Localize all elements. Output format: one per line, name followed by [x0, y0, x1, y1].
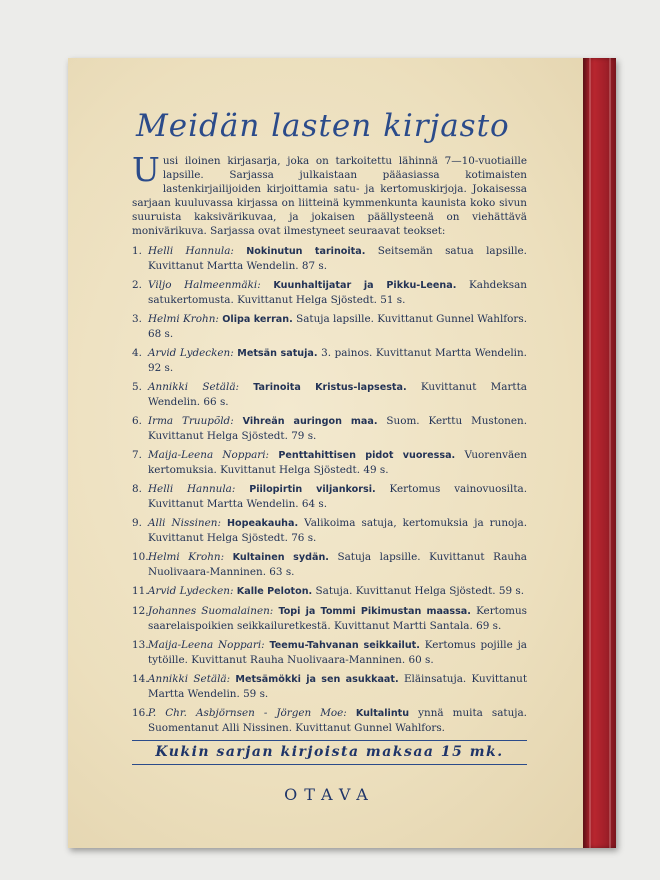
item-description: ynnä muita satuja. Suomentanut Alli Nissinen. Kuvittanut Gunnel Wahlfors. — [148, 707, 527, 734]
item-number: 12. — [132, 605, 149, 617]
item-description: 3. painos. Kuvittanut Martta Wendelin. 92 s. — [148, 347, 527, 374]
divider-bottom — [132, 764, 527, 765]
book-list — [132, 244, 527, 735]
item-title: Hopeakauha. — [227, 518, 299, 529]
item-description: Vuorenväen kertomuksia. Kuvittanut Helga Sjöstedt. 49 s. — [148, 449, 527, 476]
item-title: Metsän satuja. — [237, 348, 318, 359]
intro-paragraph — [132, 150, 527, 238]
item-title: Kultainen sydän. — [232, 552, 329, 563]
item-description: Kertomus saarelaispoikien seikkailuretkestä. Kuvittanut Martti Santala. 69 s. — [148, 605, 527, 632]
item-author: Helmi Krohn: — [148, 313, 219, 325]
item-description: Satuja lapsille. Kuvittanut Gunnel Wahlfors. 68 s. — [148, 313, 527, 340]
item-author: Arvid Lydecken: — [148, 347, 234, 359]
item-author: Maija-Leena Noppari: — [148, 449, 270, 461]
item-number: 7. — [132, 449, 142, 461]
item-author: Annikki Setälä: — [148, 673, 231, 685]
item-number: 3. — [132, 313, 142, 325]
list-item — [132, 448, 527, 477]
list-item — [132, 312, 527, 341]
item-title: Penttahittisen pidot vuoressa. — [278, 450, 456, 461]
item-number: 6. — [132, 415, 142, 427]
item-number: 10. — [132, 551, 149, 563]
item-number: 2. — [132, 279, 142, 291]
list-item — [132, 380, 527, 409]
item-title: Kultalintu — [355, 708, 410, 719]
item-author: P. Chr. Asbjörnsen - Jörgen Moe: — [148, 707, 347, 719]
item-title: Kalle Peloton. — [236, 586, 313, 597]
item-author: Viljo Halmeenmäki: — [148, 279, 261, 291]
cover-text — [132, 108, 527, 804]
item-author: Arvid Lydecken: — [148, 585, 234, 597]
list-item — [132, 584, 527, 599]
item-description: Kuvittanut Martta Wendelin. 66 s. — [148, 381, 527, 408]
item-number: 8. — [132, 483, 142, 495]
item-title: Piilopirtin viljankorsi. — [249, 484, 376, 495]
item-author: Alli Nissinen: — [148, 517, 221, 529]
item-title: Olipa kerran. — [222, 314, 293, 325]
item-author: Irma Truupõld: — [148, 415, 234, 427]
item-number: 4. — [132, 347, 142, 359]
list-item — [132, 346, 527, 375]
list-item — [132, 516, 527, 545]
list-item — [132, 482, 527, 511]
item-number: 1. — [132, 245, 142, 257]
item-title: Tarinoita Kristus-lapsesta. — [253, 382, 407, 393]
divider-top — [132, 740, 527, 741]
item-author: Maija-Leena Noppari: — [148, 639, 265, 651]
book-spine — [583, 58, 616, 848]
item-description: Kertomus pojille ja tytöille. Kuvittanut Rauha Nuolivaara-Manninen. 60 s. — [148, 639, 527, 666]
item-number: 13. — [132, 639, 149, 651]
item-author: Helli Hannula: — [148, 483, 236, 495]
item-author: Helmi Krohn: — [148, 551, 225, 563]
item-description: Seitsemän satua lapsille. Kuvittanut Martta Wendelin. 87 s. — [148, 245, 527, 272]
intro-text: usi iloinen kirjasarja, joka on tarkoitettu lähinnä 7—10-vuotiaille lapsille. Sarjassa julkaistaan pääasiassa kotimaisten lastenkirjailijoiden kirjoittamia satu- ja kertomuskirjoja. Jokaisessa sarjaan kuuluvassa kirjassa on liitteinä kymmenkunta kaunista koko sivun suuruista kaksivärikuvaa, ja jokaisen päällysteenä on viehättävä monivärikuva. Sarjassa ovat ilmestyneet seuraavat teokset: — [132, 155, 527, 237]
item-description: Kertomus vainovuosilta. Kuvittanut Martta Wendelin. 64 s. — [148, 483, 527, 510]
list-item — [132, 706, 527, 735]
list-item — [132, 414, 527, 443]
list-item — [132, 604, 527, 633]
item-number: 5. — [132, 381, 142, 393]
item-title: Metsämökki ja sen asukkaat. — [235, 674, 399, 685]
item-author: Johannes Suomalainen: — [148, 605, 274, 617]
item-title: Kuunhaltijatar ja Pikku-Leena. — [273, 280, 457, 291]
series-title: Meidän lasten kirjasto — [136, 108, 510, 144]
price-line: Kukin sarjan kirjoista maksaa 15 mk. — [155, 744, 504, 760]
item-description: Suom. Kerttu Mustonen. Kuvittanut Helga Sjöstedt. 79 s. — [148, 415, 528, 442]
item-title: Topi ja Tommi Pikimustan maassa. — [278, 606, 471, 617]
item-description: Satuja lapsille. Kuvittanut Rauha Nuolivaara-Manninen. 63 s. — [148, 551, 527, 578]
item-description: Valikoima satuja, kertomuksia ja runoja. Kuvittanut Helga Sjöstedt. 76 s. — [148, 517, 528, 544]
list-item — [132, 278, 527, 307]
item-description: Satuja. Kuvittanut Helga Sjöstedt. 59 s. — [315, 585, 525, 597]
list-item — [132, 244, 527, 273]
item-author: Annikki Setälä: — [148, 381, 240, 393]
list-item — [132, 550, 527, 579]
item-number: 9. — [132, 517, 142, 529]
item-number: 16. — [132, 707, 149, 719]
item-description: Kahdeksan satukertomusta. Kuvittanut Helga Sjöstedt. 51 s. — [148, 279, 527, 306]
item-number: 11. — [132, 585, 149, 597]
publisher: OTAVA — [284, 785, 375, 804]
item-description: Eläinsatuja. Kuvittanut Martta Wendelin. 59 s. — [148, 673, 528, 700]
list-item — [132, 672, 527, 701]
dropcap: U — [132, 150, 160, 189]
item-title: Teemu-Tahvanan seikkailut. — [269, 640, 420, 651]
list-item — [132, 638, 527, 667]
item-title: Vihreän auringon maa. — [242, 416, 378, 427]
item-title: Nokinutun tarinoita. — [246, 246, 366, 257]
item-author: Helli Hannula: — [148, 245, 234, 257]
item-number: 14. — [132, 673, 149, 685]
